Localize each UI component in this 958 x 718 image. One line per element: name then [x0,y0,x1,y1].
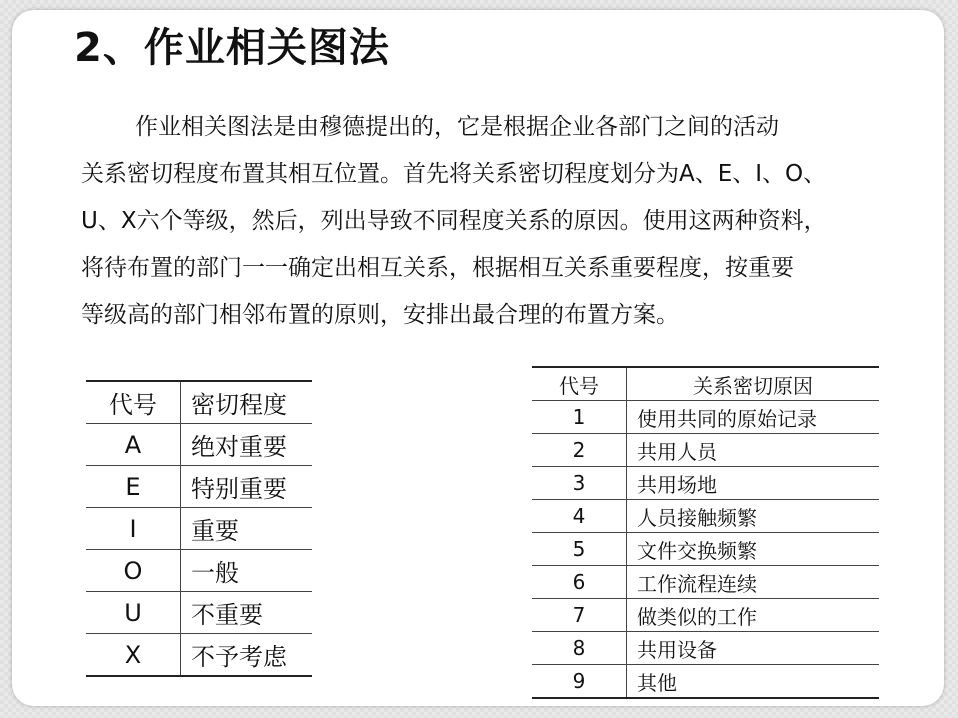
reason-cell: 人员接触频繁 [627,500,880,533]
paragraph-line: 作业相关图法是由穆德提出的，它是根据企业各部门之间的活动 [135,114,779,140]
column-header-code: 代号 [532,367,627,401]
reason-cell: 共用场地 [627,467,880,500]
code-cell: U [86,592,181,634]
table-row [86,508,312,550]
closeness-level-table [86,380,312,677]
code-cell: 5 [532,533,627,566]
code-cell: 2 [532,434,627,467]
reason-cell: 其他 [627,665,880,699]
column-header-closeness: 密切程度 [181,381,313,424]
code-cell: O [86,550,181,592]
code-cell: A [86,424,181,466]
reason-cell: 工作流程连续 [627,566,880,599]
table-row [532,467,879,500]
reason-cell: 共用人员 [627,434,880,467]
table-row [532,566,879,599]
table-row [86,634,312,677]
table-row [532,500,879,533]
table-row [532,599,879,632]
closeness-cell: 一般 [181,550,313,592]
paragraph-line: 将待布置的部门一一确定出相互关系，根据相互关系重要程度，按重要 [81,255,794,281]
column-header-code: 代号 [86,381,181,424]
closeness-cell: 绝对重要 [181,424,313,466]
code-cell: 6 [532,566,627,599]
closeness-reason-table [532,366,879,699]
closeness-cell: 不予考虑 [181,634,313,677]
table-row [532,665,879,699]
code-cell: E [86,466,181,508]
table-row [86,592,312,634]
table-header-row [86,381,312,424]
column-header-reason: 关系密切原因 [627,367,880,401]
closeness-cell: 重要 [181,508,313,550]
reason-cell: 使用共同的原始记录 [627,401,880,434]
closeness-cell: 不重要 [181,592,313,634]
paragraph-line: U、X六个等级，然后，列出导致不同程度关系的原因。使用这两种资料， [81,208,827,234]
code-cell: 1 [532,401,627,434]
table-row [86,550,312,592]
code-cell: 7 [532,599,627,632]
code-cell: 3 [532,467,627,500]
code-cell: 8 [532,632,627,665]
closeness-cell: 特别重要 [181,466,313,508]
table-row [86,424,312,466]
table-header-row [532,367,879,401]
reason-cell: 做类似的工作 [627,599,880,632]
paragraph-line: 等级高的部门相邻布置的原则，安排出最合理的布置方案。 [81,302,679,328]
paragraph-line: 关系密切程度布置其相互位置。首先将关系密切程度划分为A、E、I、O、 [81,161,827,187]
table-row [532,632,879,665]
reason-cell: 共用设备 [627,632,880,665]
table-row [86,466,312,508]
code-cell: I [86,508,181,550]
table-row [532,434,879,467]
table-row [532,401,879,434]
slide-title: 2、作业相关图法 [74,25,390,71]
code-cell: 4 [532,500,627,533]
code-cell: X [86,634,181,677]
table-row [532,533,879,566]
reason-cell: 文件交换频繁 [627,533,880,566]
code-cell: 9 [532,665,627,699]
description-paragraph [81,104,931,339]
